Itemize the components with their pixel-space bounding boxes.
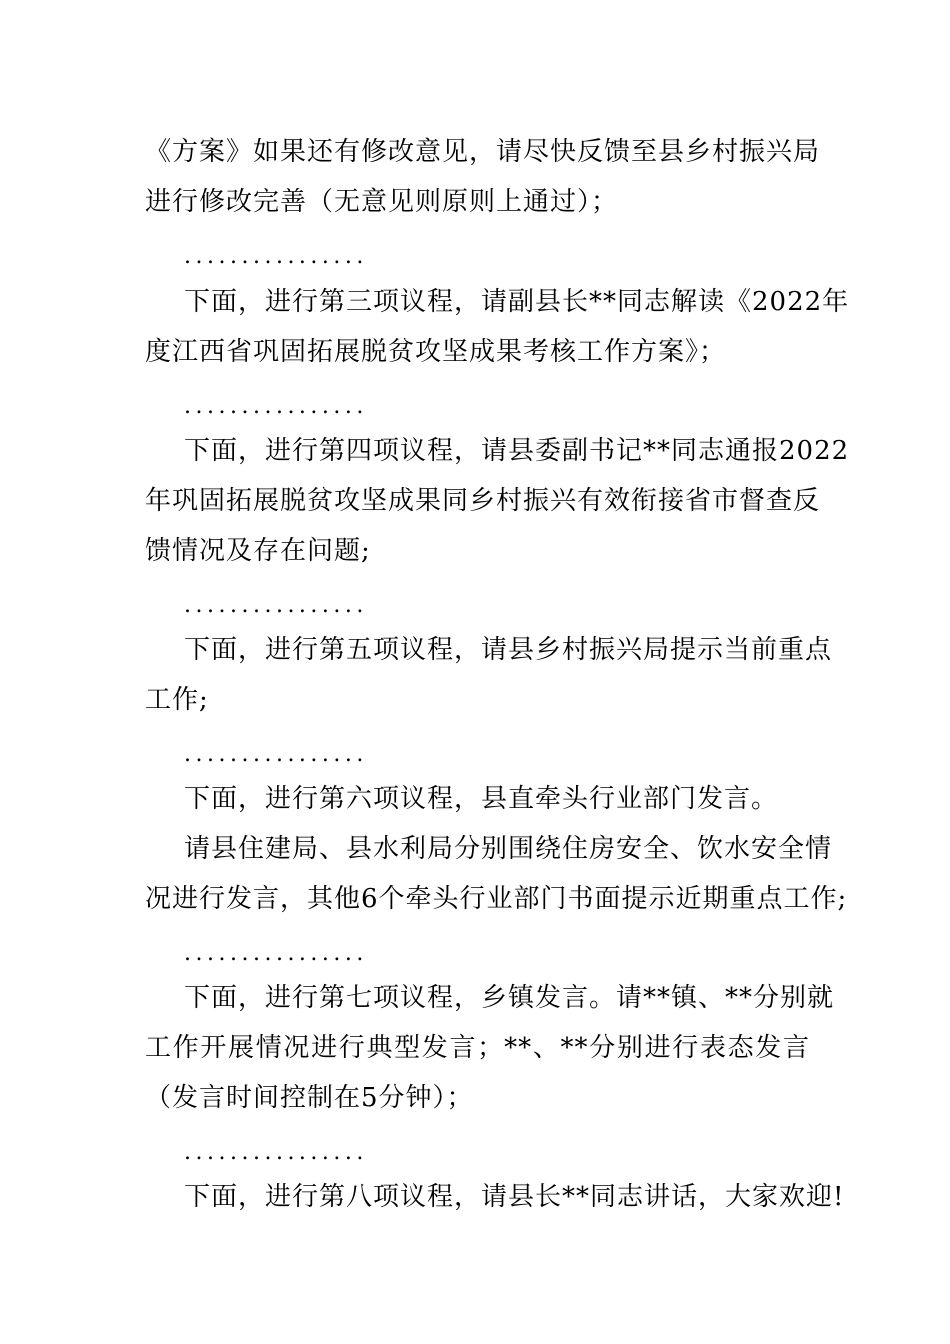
ellipsis-separator: ................ — [184, 941, 368, 966]
ellipsis-separator: ................ — [184, 742, 368, 767]
text-line: （发言时间控制在5分钟）； — [145, 1083, 474, 1113]
text-line: 工作; — [145, 685, 209, 715]
text-line: 馈情况及存在问题; — [145, 536, 371, 566]
text-line: 度江西省巩固拓展脱贫攻坚成果考核工作方案》； — [145, 337, 727, 367]
paragraph-start-line: 请县住建局、县水利局分别围绕住房安全、饮水安全情 — [184, 834, 833, 864]
paragraph-start-line: 下面，进行第六项议程，县直牵头行业部门发言。 — [184, 784, 779, 814]
text-line: 况进行发言，其他6个牵头行业部门书面提示近期重点工作; — [145, 884, 848, 914]
paragraph-start-line: 下面，进行第七项议程，乡镇发言。请**镇、**分别就 — [184, 983, 835, 1013]
ellipsis-separator: ................ — [184, 244, 368, 269]
paragraph-start-line: 下面，进行第四项议程，请县委副书记**同志通报2022 — [184, 436, 850, 466]
text-line: 年巩固拓展脱贫攻坚成果同乡村振兴有效衔接省市督查反 — [145, 486, 821, 516]
text-line: 工作开展情况进行典型发言；**、**分别进行表态发言 — [145, 1033, 810, 1063]
ellipsis-separator: ................ — [184, 593, 368, 618]
text-line: 《方案》如果还有修改意见，请尽快反馈至县乡村振兴局 — [145, 137, 821, 167]
ellipsis-separator: ................ — [184, 1140, 368, 1165]
paragraph-start-line: 下面，进行第五项议程，请县乡村振兴局提示当前重点 — [184, 635, 833, 665]
paragraph-start-line: 下面，进行第八项议程，请县长**同志讲话，大家欢迎! — [184, 1182, 845, 1212]
paragraph-start-line: 下面，进行第三项议程，请副县长**同志解读《2022年 — [184, 287, 850, 317]
text-line: 进行修改完善（无意见则原则上通过）； — [145, 187, 619, 217]
ellipsis-separator: ................ — [184, 394, 368, 419]
